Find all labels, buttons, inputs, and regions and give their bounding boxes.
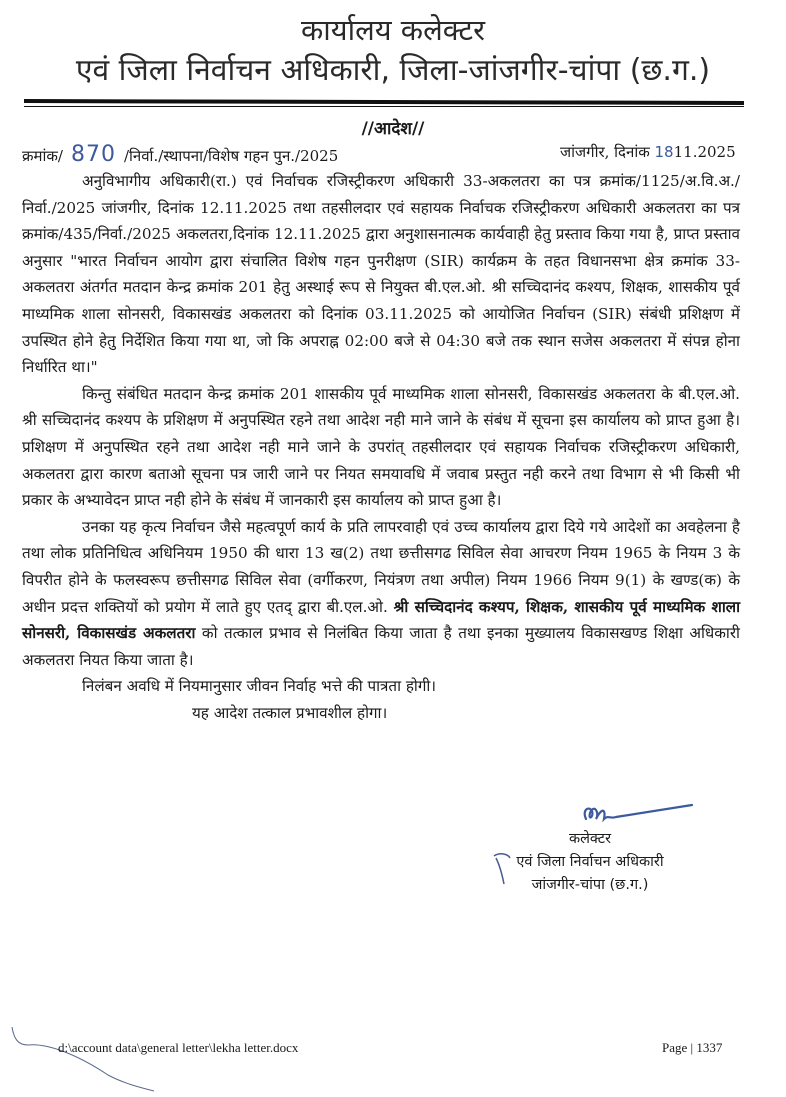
paragraph-3-start: उनका यह कृत्य निर्वाचन जैसे महत्वपूर्ण कार्य के प्रति लापरवाही एवं उच्च कार्यालय द्वारा दिये गये आदेशों का अवहेलना है तथा लोक प्रतिनिधित्व अधिनियम 1950 की धारा 13 ख(2) तथा छत्तीसगढ सिविल सेवा आचरण नियम 1965 के नियम 3 के विपरीत होने के फलस्वरूप छत्तीसगढ सिविल सेवा (वर्गीकरण, नियंत्रण तथा अपील) नियम 1966 नियम 9(1) के खण्ड(क) के अधीन प्रदत्त शक्तियों को प्रयोग में लाते हुए एतद् द्वारा बी.एल.ओ. — [22, 517, 740, 616]
signature-block — [490, 828, 690, 897]
signatory-title: कलेक्टर — [568, 831, 612, 847]
date-prefix: जांजगीर, दिनांक — [560, 143, 650, 161]
reference-number — [22, 142, 338, 167]
signatory-district: जांजगीर-चांपा (छ.ग.) — [531, 877, 649, 893]
date-rest: 11.2025 — [673, 143, 736, 161]
reference-prefix: क्रमांक/ — [22, 147, 63, 165]
office-subtitle: एवं जिला निर्वाचन अधिकारी, जिला-जांजगीर-चांपा (छ.ग.) — [75, 53, 711, 88]
order-body — [22, 168, 740, 726]
footer-file-path: d:\account data\general letter\lekha letter.docx — [58, 1040, 299, 1055]
footer-page-number: Page | 1337 — [662, 1040, 723, 1055]
pen-scribble — [8, 1025, 158, 1095]
office-title: कार्यालय कलेक्टर — [300, 13, 486, 47]
handwritten-day: 18 — [654, 143, 674, 161]
paragraph-3 — [22, 514, 740, 674]
order-title: //आदेश// — [361, 119, 425, 139]
paragraph-2: किन्तु संबंधित मतदान केन्द्र क्रमांक 201 शासकीय पूर्व माध्यमिक शाला सोनसरी, विकासखंड अकलतरा के बी.एल.ओ. श्री सच्चिदानंद कश्यप के प्रशिक्षण में अनुपस्थित रहने तथा आदेश नही माने जाने के संबंध में सूचना इस कार्यालय को प्राप्त हुआ है। प्रशिक्षण में अनुपस्थित रहने तथा आदेश नही माने जाने के उपरांत् तहसीलदार एवं सहायक निर्वाचक रजिस्ट्रीकरण अधिकारी, अकलतरा द्वारा कारण बताओ सूचना पत्र जारी जाने पर नियत समयावधि में जवाब प्रस्तुत नही करने तथा विभाग से भी किसी भी प्रकार के अभ्यावेदन प्राप्त नही होने के संबंध में जानकारी इस कार्यालय को प्राप्त हुआ है। — [22, 384, 740, 510]
paragraph-5: यह आदेश तत्काल प्रभावशील होगा। — [192, 703, 388, 722]
paragraph-4: निलंबन अवधि में नियमानुसार जीवन निर्वाह भत्ते की पात्रता होगी। — [82, 677, 437, 696]
suspended-person: श्री सच्चिदानंद कश्यप, शिक्षक, शासकीय पूर्व माध्यमिक शाला सोनसरी, विकासखंड अकलतरा — [22, 597, 740, 643]
signature-mark — [580, 797, 700, 827]
place-date — [560, 142, 736, 162]
header-divider-thick — [24, 99, 744, 105]
signatory-designation: एवं जिला निर्वाचन अधिकारी — [516, 854, 664, 870]
paragraph-3-end: को तत्काल प्रभाव से निलंबित किया जाता है तथा इनका मुख्यालय विकासखण्ड शिक्षा अधिकारी अकलतरा नियत किया जाता है। — [22, 624, 740, 669]
ink-tick-mark — [490, 848, 520, 888]
paragraph-1: अनुविभागीय अधिकारी(रा.) एवं निर्वाचक रजिस्ट्रीकरण अधिकारी 33-अकलतरा का पत्र क्रमांक/1125/अ.वि.अ./निर्वा./2025 जांजगीर, दिनांक 12.11.2025 तथा तहसीलदार एवं सहायक निर्वाचक रजिस्ट्रीकरण अधिकारी अकलतरा का पत्र क्रमांक/435/निर्वा./2025 अकलतरा,दिनांक 12.11.2025 द्वारा अनुशासनात्मक कार्यवाही हेतु प्रस्ताव किया गया है, प्राप्त प्रस्ताव अनुसार "भारत निर्वाचन आयोग द्वारा संचालित विशेष गहन पुनरीक्षण (SIR) कार्यक्रम के तहत विधानसभा क्षेत्र क्रमांक 33-अकलतरा अंतर्गत मतदान केन्द्र क्रमांक 201 हेतु अस्थाई रूप से नियुक्त बी.एल.ओ. श्री सच्चिदानंद कश्यप, शिक्षक, शासकीय पूर्व माध्यमिक शाला सोनसरी, विकासखंड अकलतरा को दिनांक 03.11.2025 को आयोजित निर्वाचन (SIR) संबंधी प्रशिक्षण में उपस्थित होने हेतु निर्देशित किया गया था, जो कि अपराह्न 02:00 बजे से 04:30 बजे तक स्थान सजेस अकलतरा में संपन्न होना निर्धारित था।" — [22, 172, 740, 377]
header-divider-thin — [24, 106, 744, 107]
reference-suffix: /निर्वा./स्थापना/विशेष गहन पुन./2025 — [123, 147, 339, 165]
handwritten-number: 870 — [70, 142, 116, 167]
